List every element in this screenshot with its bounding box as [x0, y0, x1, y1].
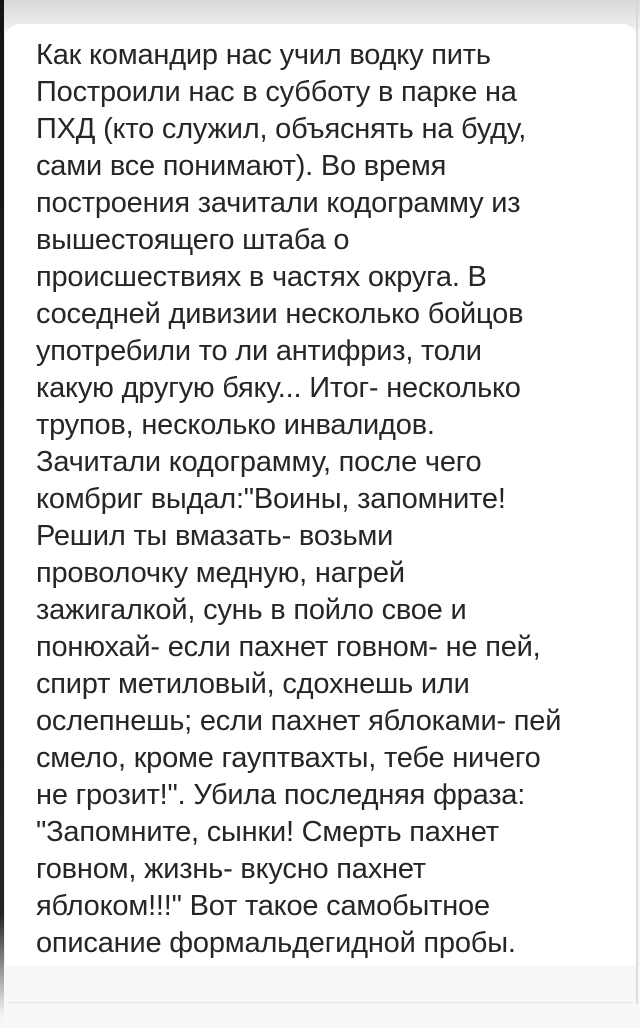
text-line: вышестоящего штаба о	[36, 224, 350, 256]
text-line: понюхай- если пахнет говном- не пей,	[36, 631, 541, 663]
text-line: говном, жизнь- вкусно пахнет	[36, 853, 426, 885]
text-line: "Запомните, сынки! Смерть пахнет	[36, 816, 499, 848]
text-line: смело, кроме гауптвахты, тебе ничего	[36, 742, 541, 774]
text-line: комбриг выдал:"Воины, запомните!	[36, 483, 506, 515]
text-line: соседней дивизии несколько бойцов	[36, 298, 524, 330]
footer-area	[4, 966, 640, 1028]
text-line: проволочку медную, нагрей	[36, 557, 405, 589]
text-line: ослепнешь; если пахнет яблоками- пей	[36, 705, 562, 737]
text-line: яблоком!!!" Вот такое самобытное	[36, 890, 490, 922]
text-line: ПХД (кто служил, объяснять на буду,	[36, 113, 527, 145]
text-line: происшествиях в частях округа. В	[36, 261, 487, 293]
text-line: Зачитали кодограмму, после чего	[36, 446, 482, 478]
text-line: какую другую бяку... Итог- несколько	[36, 372, 521, 404]
text-line: Решил ты вмазать- возьми	[36, 520, 394, 552]
text-line: употребили то ли антифриз, толи	[36, 335, 482, 367]
text-line: Как командир нас учил водку пить	[36, 39, 491, 71]
story-text	[5, 24, 637, 962]
left-edge-strip	[0, 0, 4, 1016]
bottom-divider	[8, 1002, 634, 1003]
text-line: Построили нас в субботу в парке на	[36, 76, 517, 108]
text-line: зажигалкой, сунь в пойло свое и	[36, 594, 467, 626]
text-line: описание формальдегидной пробы.	[36, 927, 516, 959]
text-line: спирт метиловый, сдохнешь или	[36, 668, 470, 700]
right-edge-line	[636, 0, 638, 1004]
text-line: не грозит!". Убила последняя фраза:	[36, 779, 526, 811]
text-card	[5, 24, 637, 966]
text-line: трупов, несколько инвалидов.	[36, 409, 435, 441]
text-line: сами все понимают). Во время	[36, 150, 447, 182]
text-line: построения зачитали кодограмму из	[36, 187, 521, 219]
